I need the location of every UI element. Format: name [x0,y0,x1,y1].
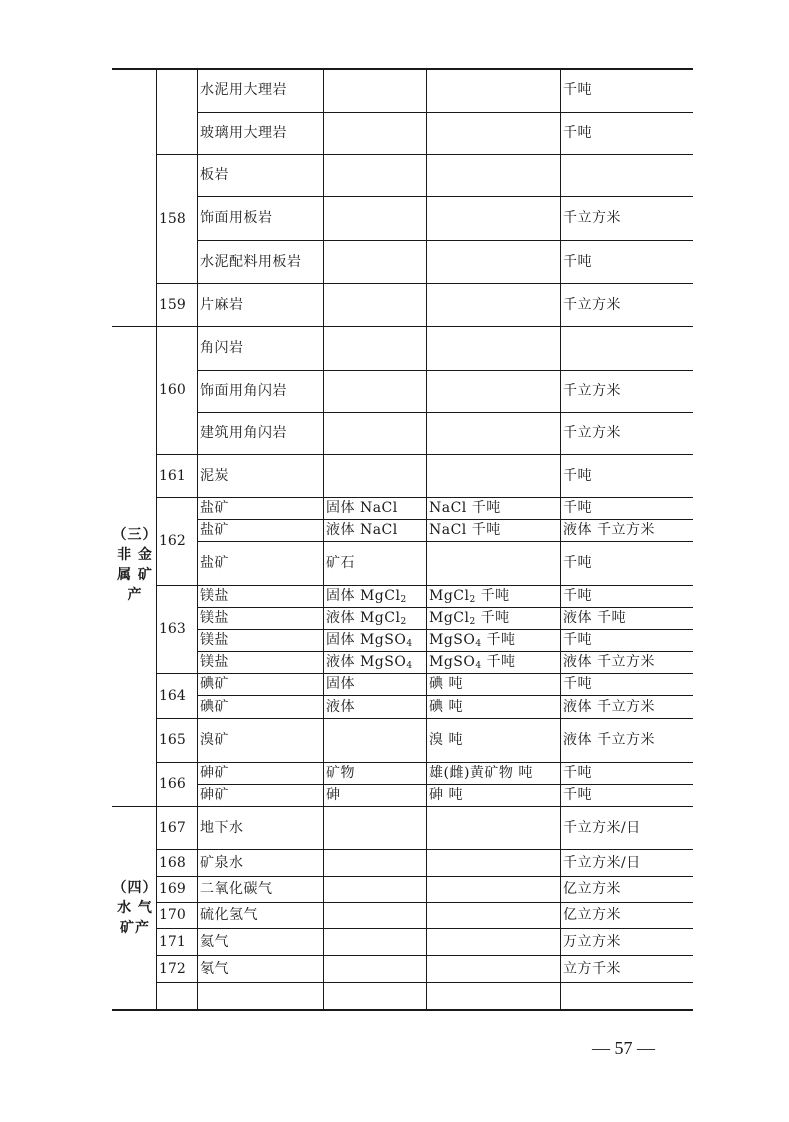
mineral-form: 液体 MgCl$_2$ [326,610,407,627]
unit: 千吨 [563,82,592,98]
mineral-form: 液体 NaCl [326,522,398,538]
serial-number: 167 [159,820,186,836]
table-rule [156,154,693,155]
mineral-name: 砷矿 [200,765,229,781]
mineral-form: 矿石 [326,555,355,571]
table-rule [197,519,693,520]
serial-number: 160 [159,382,186,398]
mineral-name: 玻璃用大理岩 [200,125,287,141]
serial-number: 169 [159,881,186,897]
mineral-form: 液体 MgSO$_4$ [326,654,413,671]
mineral-name: 砷矿 [200,787,229,803]
unit: 亿立方米 [563,881,621,897]
serial-number: 166 [159,776,186,792]
mineral-name: 板岩 [200,167,229,183]
table-rule [156,718,693,719]
mineral-form: 液体 [326,699,355,715]
mineral-form: 矿物 [326,765,355,781]
unit: 液体 千吨 [563,610,626,626]
mineral-name: 饰面用板岩 [200,210,273,226]
table-rule [197,112,693,113]
unit: 千立方米 [563,210,621,226]
unit: 千吨 [563,632,592,648]
category-non-metal-line: （三） [112,527,158,543]
table-rule [156,876,693,877]
statistic-object: NaCl 千吨 [429,522,501,538]
table-rule [197,784,693,785]
statistic-object: MgCl$_2$ 千吨 [429,588,510,605]
serial-number: 171 [159,934,186,950]
unit: 千立方米 [563,297,621,313]
table-rule [156,585,693,586]
mineral-name: 泥炭 [200,468,229,484]
mineral-name: 矿泉水 [200,855,244,871]
page-number: — 57 — [592,1038,655,1058]
mineral-name: 氡气 [200,961,229,977]
table-rule [156,762,693,763]
unit: 千吨 [563,125,592,141]
mineral-form: 固体 NaCl [326,500,398,516]
statistic-object: NaCl 千吨 [429,500,501,516]
mineral-name: 二氧化碳气 [200,881,273,897]
mineral-name: 盐矿 [200,555,229,571]
table-rule [156,849,693,850]
mineral-name: 角闪岩 [200,340,244,356]
statistic-object: 溴 吨 [429,732,463,748]
table-rule [112,326,693,327]
serial-number: 164 [159,688,186,704]
mineral-name: 碘矿 [200,676,229,692]
mineral-name: 氦气 [200,934,229,950]
serial-number: 158 [159,211,186,227]
table-rule [197,541,693,542]
mineral-form: 砷 [326,787,341,803]
unit: 千吨 [563,676,592,692]
unit: 千立方米/日 [563,855,641,871]
unit: 千吨 [563,254,592,270]
mineral-name: 饰面用角闪岩 [200,383,287,399]
column-rule [323,68,324,1009]
category-water-gas [112,878,158,938]
table-rule [156,982,693,983]
serial-number: 162 [159,533,186,549]
table-rule [156,283,693,284]
unit: 千立方米 [563,425,621,441]
category-non-metal-line: 属 矿 [117,567,153,583]
statistic-object: 碘 吨 [429,699,463,715]
unit: 千吨 [563,468,592,484]
serial-number: 172 [159,961,186,977]
category-water-gas-line: 矿产 [120,920,150,936]
category-non-metal-line: 非 金 [117,547,153,563]
mineral-name: 水泥配料用板岩 [200,254,302,270]
table-rule [112,806,693,807]
column-rule [197,68,198,1009]
category-non-metal [112,525,158,605]
table-rule [112,68,693,70]
unit: 液体 千立方米 [563,522,655,538]
unit: 亿立方米 [563,907,621,923]
table-rule [197,412,693,413]
mineral-name: 建筑用角闪岩 [200,425,287,441]
statistic-object: MgSO$_4$ 千吨 [429,632,516,649]
mineral-name: 镁盐 [200,610,229,626]
serial-number: 170 [159,907,186,923]
table-rule [197,370,693,371]
serial-number: 159 [159,297,186,313]
table-rule [197,196,693,197]
unit: 万立方米 [563,934,621,950]
statistic-object: MgCl$_2$ 千吨 [429,610,510,627]
mineral-name: 镁盐 [200,588,229,604]
mineral-name: 溴矿 [200,732,229,748]
mineral-name: 盐矿 [200,522,229,538]
column-rule [426,68,427,1009]
table-rule [197,695,693,696]
table-rule [156,955,693,956]
unit: 千立方米 [563,383,621,399]
table-rule [156,928,693,929]
unit: 千吨 [563,765,592,781]
statistic-object: 砷 吨 [429,787,463,803]
mineral-name: 镁盐 [200,632,229,648]
unit: 立方千米 [563,961,621,977]
serial-number: 168 [159,855,186,871]
unit: 千吨 [563,787,592,803]
mineral-name: 碘矿 [200,699,229,715]
category-non-metal-line: 产 [127,587,143,603]
serial-number: 161 [159,468,186,484]
table-rule [156,902,693,903]
table-rule [156,497,693,498]
statistic-object: 雄(雌)黄矿物 吨 [429,765,533,781]
statistic-object: 碘 吨 [429,676,463,692]
table-rule [197,240,693,241]
unit: 千吨 [563,588,592,604]
table-rule [156,454,693,455]
table-rule [156,673,693,674]
mineral-name: 镁盐 [200,654,229,670]
unit: 液体 千立方米 [563,732,655,748]
mineral-name: 片麻岩 [200,297,244,313]
mineral-form: 固体 MgCl$_2$ [326,588,407,605]
unit: 千吨 [563,555,592,571]
mineral-name: 盐矿 [200,500,229,516]
unit: 液体 千立方米 [563,654,655,670]
mineral-name: 地下水 [200,820,244,836]
mineral-form: 固体 MgSO$_4$ [326,632,413,649]
unit: 千立方米/日 [563,820,641,836]
unit: 千吨 [563,500,592,516]
table-rule [112,1009,693,1011]
serial-number: 165 [159,732,186,748]
category-water-gas-line: 水 气 [117,900,153,916]
serial-number: 163 [159,621,186,637]
mineral-name: 水泥用大理岩 [200,82,287,98]
statistic-object: MgSO$_4$ 千吨 [429,654,516,671]
column-rule [560,68,561,1009]
category-water-gas-line: （四） [112,880,158,896]
mineral-name: 硫化氢气 [200,907,258,923]
unit: 液体 千立方米 [563,699,655,715]
mineral-form: 固体 [326,676,355,692]
